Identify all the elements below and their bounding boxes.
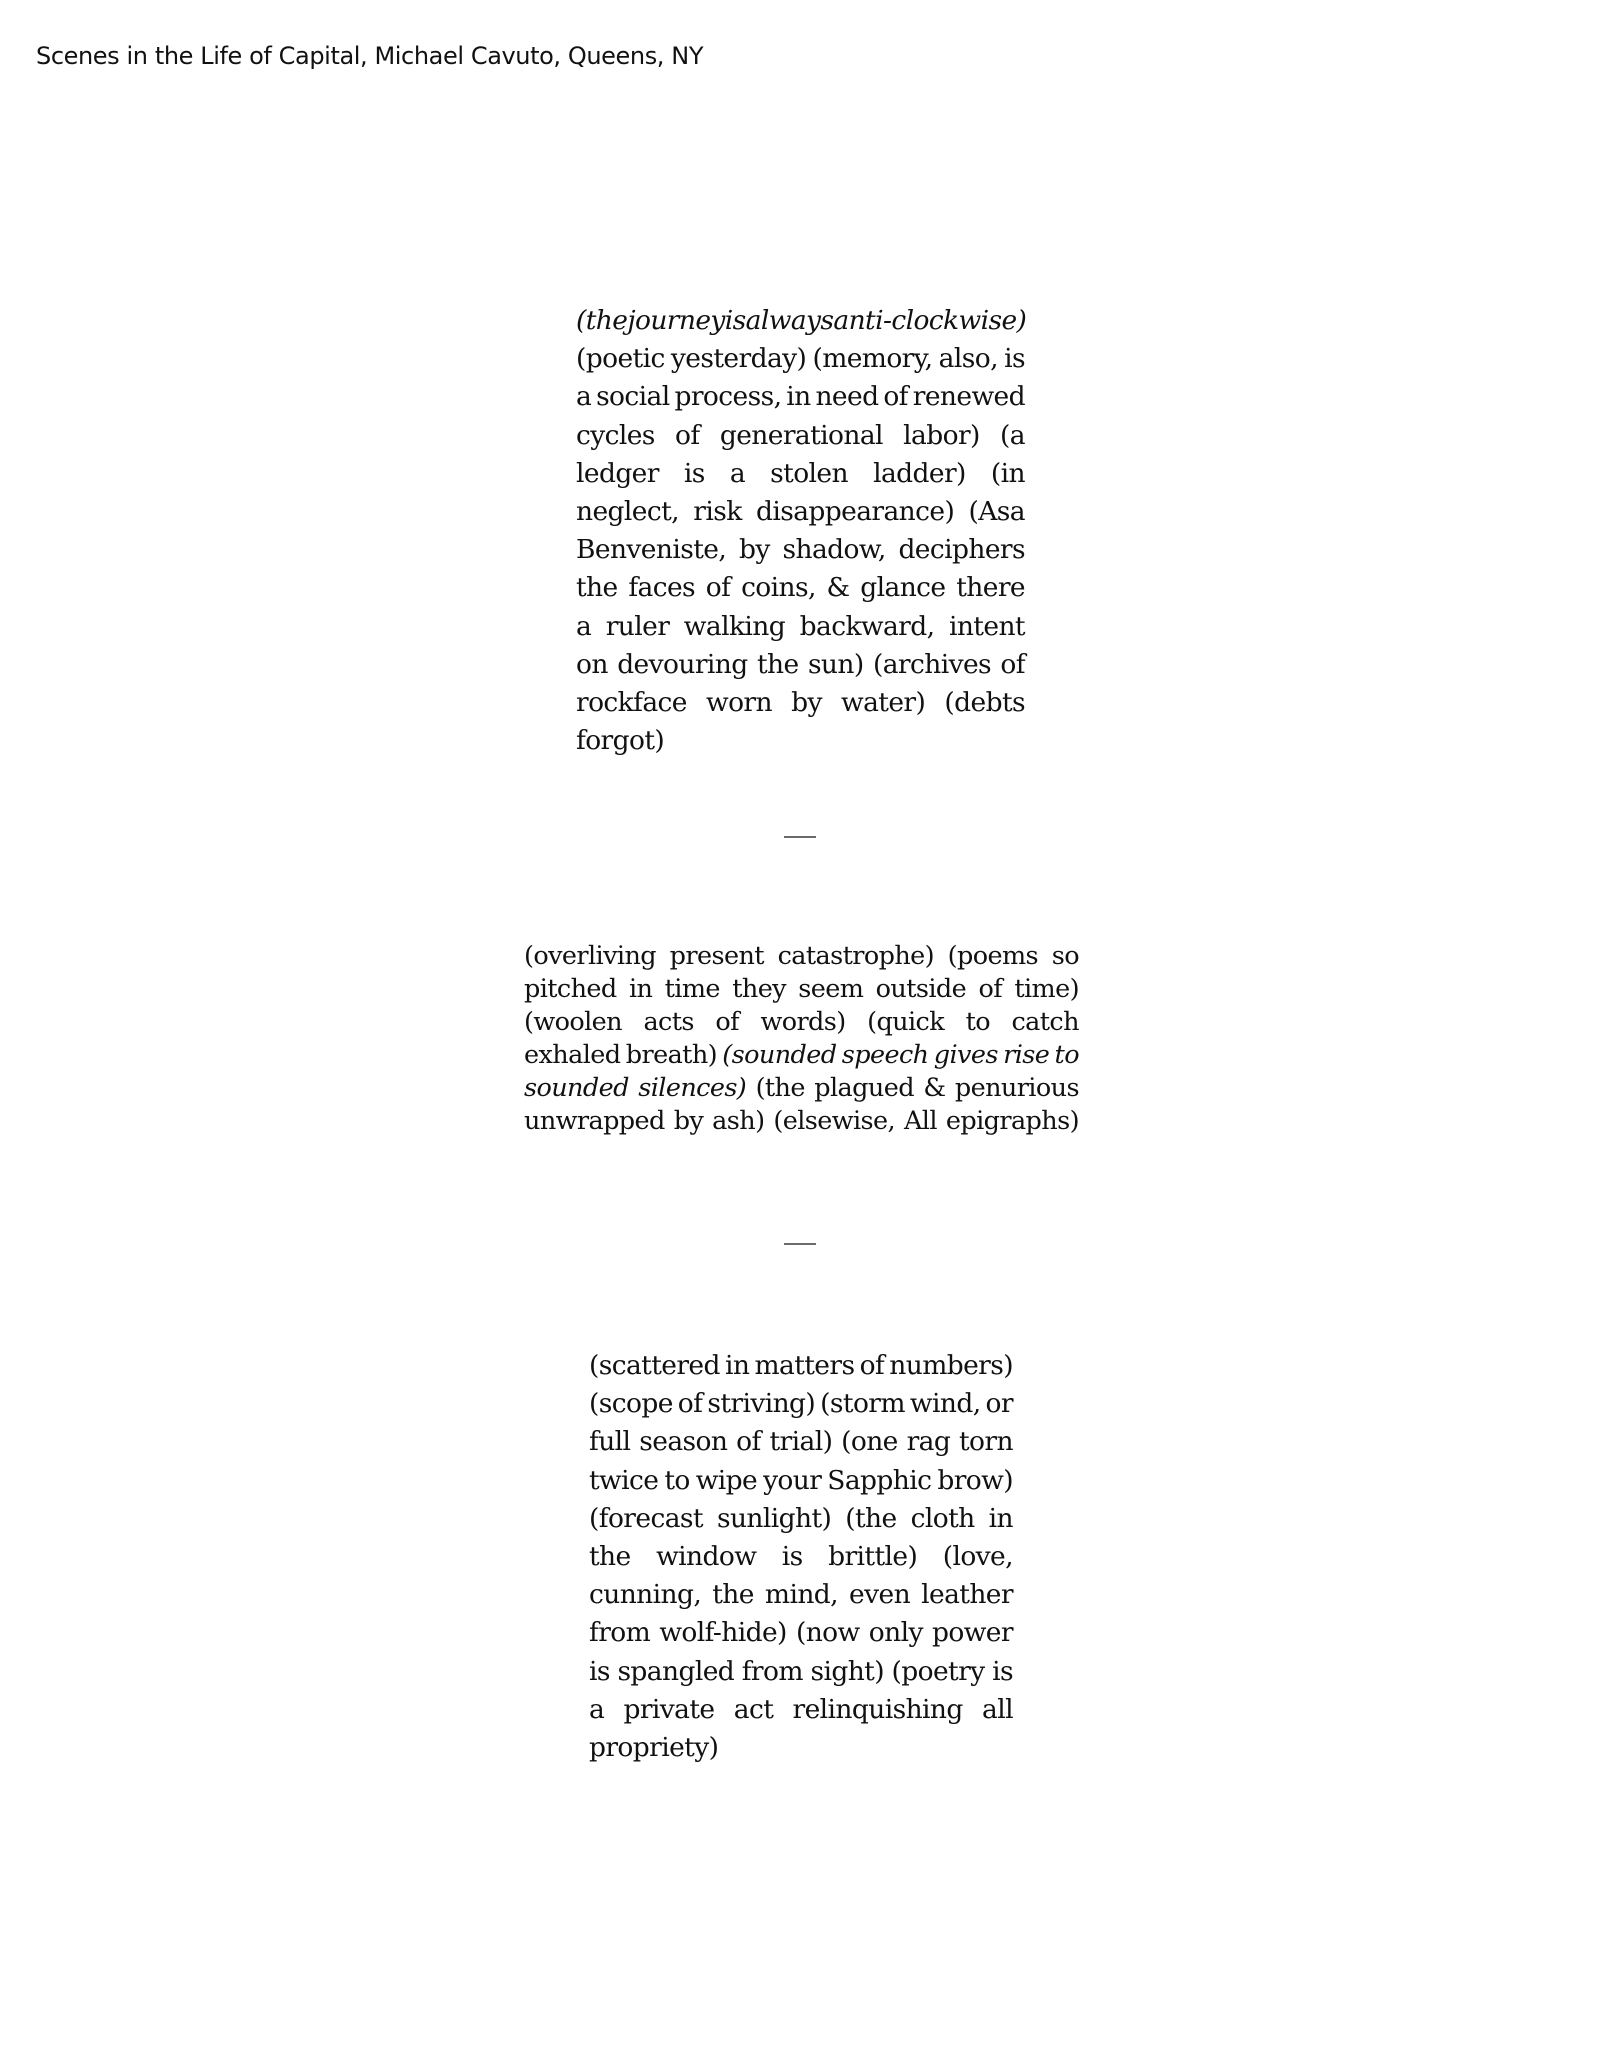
poem-word: ladder): [873, 457, 966, 489]
poem-line: [576, 340, 1025, 378]
poem-word: torn: [959, 1426, 1013, 1458]
poem-word: (forecast: [589, 1502, 703, 1534]
poem-word: neglect,: [576, 496, 679, 528]
poem-word: a: [576, 381, 592, 413]
poem-word: so: [1051, 941, 1079, 971]
poem-word: &: [826, 572, 850, 604]
poem-word: ruler: [605, 610, 670, 642]
poem-word: a: [729, 457, 746, 489]
poem-word: (Asa: [968, 496, 1025, 528]
poem-word: need: [815, 381, 879, 413]
poem-line: [589, 1538, 1013, 1576]
poem-word: to: [965, 1007, 990, 1037]
poem-word: wind,: [909, 1388, 981, 1420]
poem-line: [576, 531, 1025, 569]
poem-word: cycles: [576, 419, 655, 451]
poem-word: labor): [903, 419, 980, 451]
poem-word: of: [705, 572, 731, 604]
poem-word: (quick: [867, 1007, 945, 1037]
poem-word: of: [736, 1426, 761, 1458]
poem-line: [524, 1105, 1079, 1138]
poem-word: in: [786, 381, 811, 413]
poem-line: [524, 1072, 1079, 1105]
poem-word: trial): [769, 1426, 833, 1458]
poem-word: (woolen: [524, 1007, 622, 1037]
poem-word: shadow,: [782, 534, 886, 566]
poem-word: exhaled: [524, 1040, 621, 1070]
poem-word: leather: [921, 1579, 1013, 1611]
poem-word: intent: [948, 610, 1025, 642]
poem-word: (the: [755, 1073, 805, 1103]
poem-word: ledger: [576, 457, 659, 489]
poem-word: (debts: [944, 687, 1025, 719]
section-separator-1: [784, 836, 816, 838]
poem-line: [589, 1462, 1013, 1500]
poem-word: the: [712, 1579, 754, 1611]
poem-word: acts: [643, 1007, 694, 1037]
poem-word: (one: [841, 1426, 898, 1458]
poem-word: (archives: [872, 648, 992, 680]
poem-word: yesterday): [670, 343, 807, 375]
poem-word: worn: [706, 687, 772, 719]
poem-word: the: [576, 572, 618, 604]
poem-word: speech: [841, 1040, 929, 1070]
poem-word: (poems: [947, 941, 1039, 971]
poem-word: process,: [674, 381, 782, 413]
poem-word: Benveniste,: [576, 534, 727, 566]
poem-line: [576, 378, 1025, 416]
poem-line: [589, 1614, 1013, 1652]
poem-word: of: [1000, 648, 1025, 680]
poem-line: [589, 1423, 1013, 1461]
poem-word: mind,: [764, 1579, 838, 1611]
poem-word: the: [589, 1541, 631, 1573]
poem-line: [576, 684, 1025, 722]
poem-word: sunlight): [716, 1502, 832, 1534]
poem-line: [589, 1576, 1013, 1614]
poem-word: of: [675, 419, 700, 451]
poem-stanza-1: [576, 302, 1025, 760]
poem-line: [524, 1006, 1079, 1039]
poem-word: plagued: [814, 1073, 914, 1103]
poem-word: brow): [937, 1464, 1013, 1496]
poem-word: (poetry: [891, 1655, 985, 1687]
poem-word: is: [1004, 343, 1025, 375]
poem-word: unwrapped: [524, 1106, 665, 1136]
poem-word: only: [868, 1617, 923, 1649]
poem-stanza-3: [589, 1347, 1013, 1767]
poem-word: (elsewise,: [773, 1106, 896, 1136]
poem-word: devouring: [617, 648, 748, 680]
poem-word: they: [732, 974, 786, 1004]
poem-word: full: [589, 1426, 631, 1458]
poem-word: silences): [638, 1073, 747, 1103]
poem-line: [589, 1500, 1013, 1538]
poem-word: of: [677, 1388, 703, 1420]
poem-word: coins,: [741, 572, 816, 604]
poem-word: social: [596, 381, 670, 413]
poem-word: brittle): [828, 1541, 918, 1573]
poem-word: private: [623, 1693, 715, 1725]
poem-word: is: [781, 1541, 803, 1573]
poem-word: of: [715, 1007, 739, 1037]
poem-word: walking: [683, 610, 786, 642]
poem-word: glance: [860, 572, 946, 604]
poem-word: in: [988, 1502, 1013, 1534]
poem-line: [576, 608, 1025, 646]
poem-word: (love,: [942, 1541, 1013, 1573]
poem-word: is: [589, 1655, 610, 1687]
poem-word: disappearance): [755, 496, 955, 528]
poem-word: propriety): [589, 1732, 719, 1764]
poem-word: in: [725, 1350, 750, 1381]
poem-word: all: [982, 1693, 1013, 1725]
poem-word: of: [978, 974, 1003, 1004]
poem-word: All: [903, 1106, 937, 1136]
poem-word: pitched: [524, 974, 617, 1004]
poem-line: [576, 302, 1025, 340]
poem-word: even: [849, 1579, 911, 1611]
poem-word: also,: [938, 343, 998, 375]
poem-line: [524, 1039, 1079, 1072]
poem-word: (scope: [589, 1388, 673, 1420]
poem-word: water): [841, 687, 926, 719]
poem-word: by: [791, 687, 822, 719]
poem-line: [576, 722, 1025, 760]
poem-word: (scattered: [589, 1350, 720, 1381]
poem-word: seem: [798, 974, 864, 1004]
poem-word: forgot): [576, 725, 665, 757]
poem-line: [589, 1691, 1013, 1729]
poem-word: breath): [625, 1040, 717, 1070]
poem-line: [576, 455, 1025, 493]
poem-word: deciphers: [898, 534, 1025, 566]
poem-word: (overliving: [524, 941, 657, 971]
poem-word: Sapphic: [827, 1464, 932, 1496]
poem-word: always: [745, 305, 834, 336]
poem-word: to: [664, 1464, 690, 1496]
poem-word: ash): [712, 1106, 765, 1136]
poem-stanza-2: [524, 940, 1079, 1138]
poem-word: power: [932, 1617, 1013, 1649]
poem-word: time): [1014, 974, 1079, 1004]
poem-word: by: [738, 534, 770, 566]
poem-word: or: [985, 1388, 1013, 1420]
poem-word: window: [656, 1541, 757, 1573]
poem-word: generational: [719, 419, 883, 451]
poem-word: renewed: [912, 381, 1025, 413]
poem-word: catch: [1011, 1007, 1079, 1037]
poem-word: (poetic: [576, 343, 665, 375]
poem-word: sounded: [524, 1073, 629, 1103]
poem-word: sight): [810, 1655, 884, 1687]
poem-word: (memory,: [812, 343, 933, 375]
poem-word: (a: [1000, 419, 1025, 451]
poem-word: twice: [589, 1464, 659, 1496]
poem-word: outside: [875, 974, 967, 1004]
poem-word: wipe: [695, 1464, 758, 1496]
poem-word: risk: [693, 496, 742, 528]
poem-word: gives: [933, 1040, 998, 1070]
poem-word: to: [1054, 1040, 1079, 1070]
poem-word: of: [859, 1350, 885, 1381]
poem-line: [589, 1653, 1013, 1691]
poem-word: from: [589, 1617, 651, 1649]
poem-word: relinquishing: [792, 1693, 963, 1725]
poem-word: of: [883, 381, 908, 413]
poem-line: [589, 1729, 1013, 1767]
poem-word: faces: [628, 572, 696, 604]
poem-line: [576, 417, 1025, 455]
poem-word: a: [589, 1693, 605, 1725]
poem-word: cunning,: [589, 1579, 702, 1611]
poem-word: backward,: [799, 610, 935, 642]
poem-word: spangled: [617, 1655, 735, 1687]
poem-word: catastrophe): [777, 941, 934, 971]
poem-word: striving): [707, 1388, 816, 1420]
poem-word: rockface: [576, 687, 687, 719]
poem-word: season: [639, 1426, 728, 1458]
poem-word: numbers): [889, 1350, 1013, 1381]
poem-line: [576, 569, 1025, 607]
poem-word: in: [628, 974, 653, 1004]
poem-word: (in: [990, 457, 1025, 489]
poem-word: on: [576, 648, 608, 680]
poem-word: present: [669, 941, 764, 971]
poem-word: is: [683, 457, 705, 489]
poem-word: time: [664, 974, 720, 1004]
poem-word: anti-clockwise): [833, 305, 1027, 336]
poem-word: is: [724, 305, 746, 336]
poem-word: words): [760, 1007, 846, 1037]
poem-word: penurious: [954, 1073, 1079, 1103]
poem-word: (storm: [820, 1388, 905, 1420]
poem-word: by: [673, 1106, 704, 1136]
poem-word: journey: [627, 305, 725, 336]
poem-line: [576, 646, 1025, 684]
poem-line: [589, 1347, 1013, 1385]
section-separator-2: [784, 1243, 816, 1245]
poem-line: [576, 493, 1025, 531]
poem-word: is: [992, 1655, 1013, 1687]
poem-word: act: [733, 1693, 774, 1725]
poem-word: from: [741, 1655, 803, 1687]
poem-word: epigraphs): [945, 1106, 1079, 1136]
page-header-title: Scenes in the Life of Capital, Michael Cavuto, Queens, NY: [36, 42, 704, 70]
poem-word: sun): [807, 648, 864, 680]
poem-word: (the: [576, 305, 628, 336]
poem-word: wolf-hide): [659, 1617, 787, 1649]
poem-line: [524, 973, 1079, 1006]
poem-line: [524, 940, 1079, 973]
poem-word: stolen: [770, 457, 848, 489]
poem-word: (the: [845, 1502, 897, 1534]
poem-word: a: [576, 610, 592, 642]
poem-word: (sounded: [722, 1040, 837, 1070]
poem-word: (now: [795, 1617, 860, 1649]
poem-line: [589, 1385, 1013, 1423]
poem-word: &: [923, 1073, 946, 1103]
poem-word: matters: [754, 1350, 855, 1381]
poem-word: rag: [906, 1426, 951, 1458]
poem-word: your: [763, 1464, 822, 1496]
poem-word: the: [756, 648, 799, 680]
poem-word: rise: [1003, 1040, 1050, 1070]
poem-word: cloth: [910, 1502, 975, 1534]
poem-word: there: [956, 572, 1025, 604]
